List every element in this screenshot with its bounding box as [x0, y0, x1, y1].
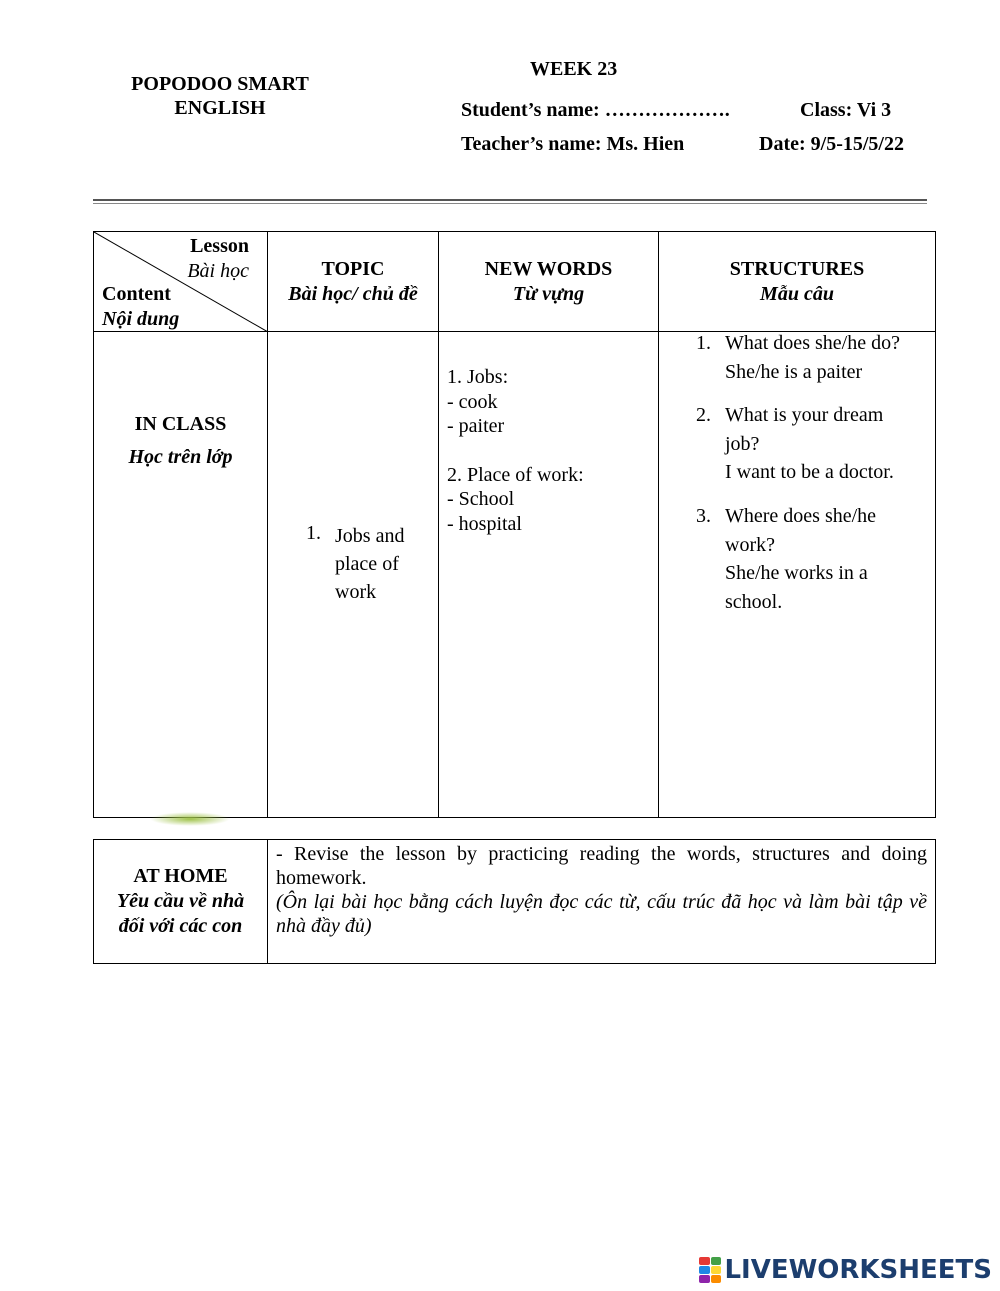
teacher-name-label: Teacher’s name: Ms. Hien [461, 133, 685, 155]
at-home-cell [94, 840, 268, 964]
word-line: 2. Place of work: [447, 463, 584, 486]
at-home-label-vi: Yêu cầu về nhà [116, 890, 245, 912]
word-line: - School [447, 488, 515, 510]
school-name-line2: ENGLISH [174, 97, 266, 119]
word-line: 1. Jobs: [447, 366, 509, 388]
structure-number: 1. [696, 332, 711, 354]
topic-line: Jobs and [335, 525, 405, 547]
structure-item [725, 502, 876, 616]
structure-line: job? [725, 432, 760, 455]
structures-cell [659, 332, 936, 818]
structure-line: She/he works in a [725, 562, 868, 584]
in-class-label-vi: Học trên lớp [128, 446, 233, 468]
structure-line: I want to be a doctor. [725, 461, 894, 483]
week-title: WEEK 23 [530, 58, 618, 80]
structure-line: school. [725, 590, 783, 613]
student-name-field[interactable]: Student’s name: ………………. [461, 99, 730, 121]
corner-cell [94, 232, 268, 332]
structure-number: 3. [696, 505, 711, 527]
structure-line: work? [725, 533, 775, 556]
in-class-cell [94, 332, 268, 818]
at-home-label: AT HOME [133, 865, 228, 887]
corner-content: Content [102, 283, 171, 305]
lesson-table [93, 231, 936, 818]
structure-number: 2. [696, 404, 711, 426]
new-words-cell [439, 332, 659, 818]
corner-content-vi: Nội dung [102, 308, 180, 330]
liveworksheets-logo[interactable] [699, 1255, 992, 1285]
homework-text: - Revise the lesson by practicing reading the words, structures and doing homework. [276, 843, 927, 889]
column-header-new-words [439, 232, 659, 332]
topic-text [335, 522, 404, 606]
school-name [100, 72, 340, 120]
structure-item [725, 401, 894, 487]
homework-text-vi: (Ôn lại bài học bằng cách luyện đọc các từ, cấu trúc đã học và làm bài tập về nhà đầy đủ) [276, 891, 927, 937]
corner-lesson-vi: Bài học [187, 260, 249, 282]
header-divider-thin [93, 203, 927, 204]
in-class-label: IN CLASS [134, 413, 227, 435]
column-title: TOPIC [321, 257, 385, 280]
word-line-blank [447, 439, 658, 463]
decorative-smudge [150, 812, 230, 826]
word-line: - paiter [447, 415, 505, 437]
at-home-table [93, 839, 936, 964]
word-line: - hospital [447, 512, 522, 535]
liveworksheets-brand: LIVEWORKSHEETS [724, 1255, 992, 1285]
topic-line: place of [335, 553, 399, 575]
topic-cell [268, 332, 439, 818]
corner-lesson: Lesson [190, 235, 249, 257]
structure-line: What is your dream [725, 404, 884, 426]
structure-line: She/he is a paiter [725, 360, 863, 383]
class-label: Class: Vi 3 [800, 99, 892, 121]
column-subtitle: Mẫu câu [760, 282, 834, 305]
column-subtitle: Bài học/ chủ đề [288, 282, 418, 305]
date-label: Date: 9/5-15/5/22 [759, 133, 904, 155]
topic-number: 1. [306, 522, 321, 544]
topic-line: work [335, 581, 377, 603]
school-name-line1: POPODOO SMART [131, 73, 309, 95]
liveworksheets-logo-icon [699, 1257, 721, 1283]
column-header-structures [659, 232, 936, 332]
homework-cell [268, 840, 936, 964]
structure-line: Where does she/he [725, 505, 877, 527]
column-header-topic [268, 232, 439, 332]
header-divider [93, 199, 927, 201]
column-title: STRUCTURES [729, 257, 865, 280]
column-title: NEW WORDS [484, 257, 613, 280]
column-subtitle: Từ vựng [512, 282, 585, 305]
at-home-label-vi: đối với các con [118, 915, 243, 937]
structure-item [725, 329, 900, 386]
structure-line: What does she/he do? [725, 332, 900, 354]
word-line: - cook [447, 390, 498, 413]
